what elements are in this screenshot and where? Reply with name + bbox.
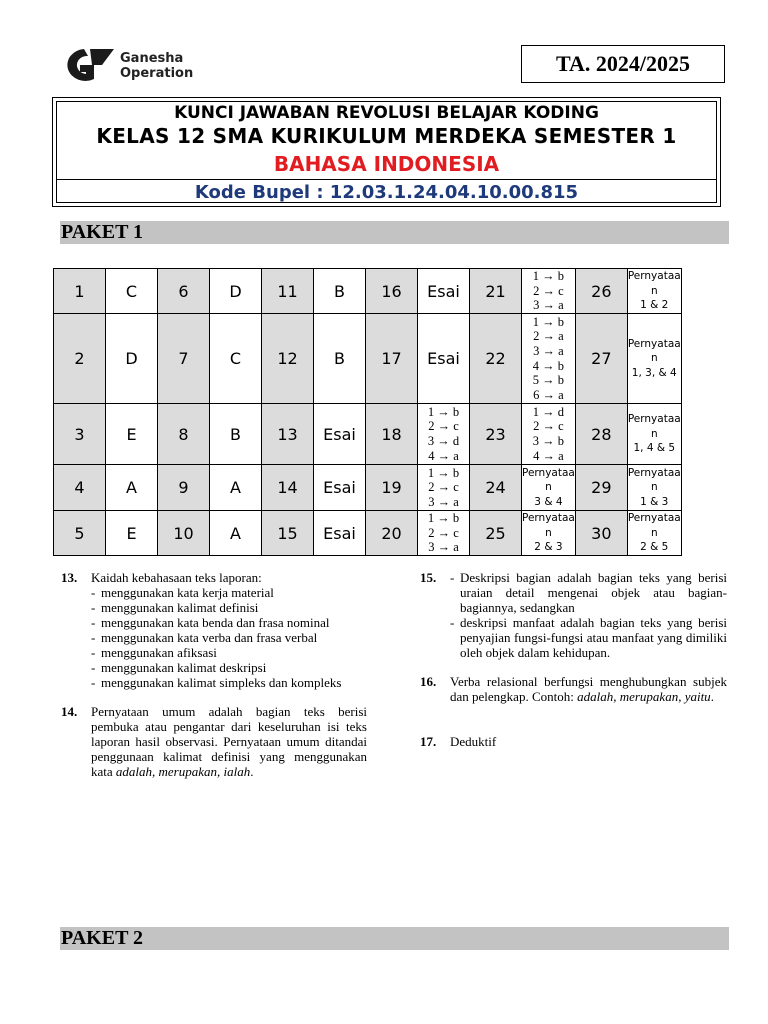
matching-line: 3 → d [427, 434, 460, 448]
matching-line: 1 → b [427, 404, 460, 419]
statement-line: n [650, 352, 658, 365]
statement-line: 1, 3, & 4 [631, 366, 677, 379]
list-item: - deskripsi manfaat adalah bagian teks yang berisi penyajian fungsi-fungsi atau manfaat yang dimiliki oleh objek dalam kehidupan. [450, 615, 727, 660]
matching-line: 1 → b [427, 511, 460, 526]
question-number: 27 [575, 314, 627, 404]
matching-line: 1 → b [427, 465, 460, 480]
essay-number: 13. [61, 570, 78, 585]
statement-line: Pernyataa [627, 413, 681, 426]
matching-line: 4 → a [533, 448, 564, 463]
list-item: - menggunakan kata benda dan frasa nominal [91, 615, 330, 630]
question-number: 3 [54, 404, 106, 465]
answer-cell: Esai [418, 269, 470, 314]
matching-line: 3 → a [533, 343, 564, 358]
matching-line: 2 → c [428, 525, 459, 540]
matching-line: 3 → a [428, 540, 459, 555]
essay-text: Deduktif [450, 734, 497, 749]
statement-line: Pernyataa [522, 466, 575, 479]
question-number: 15 [262, 511, 314, 556]
document-header [52, 97, 721, 207]
paket-1-heading: PAKET 1 [60, 221, 729, 244]
answer-cell: D [210, 269, 262, 314]
answer-cell: Esai [314, 404, 366, 465]
question-number: 16 [366, 269, 418, 314]
question-number: 30 [575, 511, 627, 556]
list-item: - menggunakan kalimat simpleks dan kompleks [91, 675, 342, 690]
matching-line: 1 → d [532, 404, 565, 419]
logo-line-2: Operation [120, 66, 194, 81]
answer-cell: D [106, 314, 158, 404]
answer-key-table [53, 268, 682, 556]
essay-text: Verba relasional berfungsi menghubungkan subjek dan pelengkap. Contoh: adalah, merupakan, yaitu. [450, 674, 727, 704]
statement-line: n [650, 481, 658, 494]
answer-cell: B [314, 314, 366, 404]
statement-line: n [650, 526, 658, 539]
essay-number: 16. [420, 674, 437, 689]
statement-line: Pernyataa [627, 512, 681, 525]
statement-line: n [545, 526, 552, 539]
statement-line: n [545, 481, 552, 494]
list-item: - menggunakan kata kerja material [91, 585, 274, 600]
essay-number: 14. [61, 704, 78, 719]
matching-line: 2 → c [428, 419, 459, 434]
essay-number: 15. [420, 570, 437, 585]
answer-cell: E [106, 404, 158, 465]
list-item: - menggunakan afiksasi [91, 645, 217, 660]
matching-answer-cell [522, 404, 576, 465]
question-number: 10 [158, 511, 210, 556]
question-number: 21 [470, 269, 522, 314]
question-number: 11 [262, 269, 314, 314]
matching-line: 2 → a [533, 329, 564, 344]
table-row [54, 511, 682, 556]
matching-line: 3 → b [532, 434, 565, 448]
header-kode-bupel: Kode Bupel : 12.03.1.24.04.10.00.815 [194, 182, 579, 203]
answer-cell: B [210, 404, 262, 465]
statement-line: 1 & 2 [640, 299, 669, 312]
question-number: 5 [54, 511, 106, 556]
question-number: 1 [54, 269, 106, 314]
matching-line: 2 → c [533, 419, 564, 434]
academic-year-box [521, 45, 725, 83]
statement-answer-cell [627, 465, 681, 511]
header-class: KELAS 12 SMA KURIKULUM MERDEKA SEMESTER 1 [96, 124, 677, 148]
statement-answer-cell [627, 269, 681, 314]
question-number: 25 [470, 511, 522, 556]
matching-line: 2 → c [428, 480, 459, 495]
header-inner-frame [56, 101, 717, 203]
logo-line-1: Ganesha [120, 51, 184, 66]
matching-answer-cell [522, 269, 576, 314]
question-number: 17 [366, 314, 418, 404]
matching-line: 2 → c [533, 283, 564, 298]
academic-year: TA. 2024/2025 [555, 51, 691, 76]
question-number: 29 [575, 465, 627, 511]
question-number: 13 [262, 404, 314, 465]
statement-line: n [650, 427, 658, 440]
question-number: 24 [470, 465, 522, 511]
essay-text: Pernyataan umum adalah bagian teks berisi pembuka atau pengantar dari keseluruhan isi teks laporan hasil observasi. Pernyataan umum ditandai penggunaan kalimat definisi yang menggunakan kata adalah, merupakan, ialah. [91, 704, 367, 779]
list-item: - menggunakan kalimat deskripsi [91, 660, 267, 675]
table-row [54, 404, 682, 465]
question-number: 18 [366, 404, 418, 465]
question-number: 19 [366, 465, 418, 511]
statement-line: 1 & 3 [640, 495, 669, 508]
answer-cell: B [314, 269, 366, 314]
statement-line: Pernyataa [627, 337, 681, 350]
answer-cell: C [106, 269, 158, 314]
question-number: 9 [158, 465, 210, 511]
list-item: - Deskripsi bagian adalah bagian teks yang berisi uraian detail mengenai objek atau bagian-bagiannya, sedangkan [450, 570, 727, 615]
question-number: 26 [575, 269, 627, 314]
answer-cell: C [210, 314, 262, 404]
question-number: 6 [158, 269, 210, 314]
paket-2-heading: PAKET 2 [60, 927, 729, 950]
header-title: KUNCI JAWABAN REVOLUSI BELAJAR KODING [174, 103, 599, 123]
table-row [54, 269, 682, 314]
statement-line: 1, 4 & 5 [633, 442, 676, 455]
matching-line: 3 → a [533, 298, 564, 313]
question-number: 12 [262, 314, 314, 404]
statement-line: 2 & 5 [640, 541, 669, 554]
statement-answer-cell [522, 511, 576, 556]
matching-line: 1 → b [532, 314, 565, 329]
matching-line: 6 → a [533, 387, 564, 402]
answer-cell: A [106, 465, 158, 511]
list-item: - menggunakan kalimat definisi [91, 600, 259, 615]
matching-line: 4 → a [428, 448, 459, 463]
matching-answer-cell [418, 404, 470, 465]
logo-g-icon [54, 45, 114, 85]
statement-line: Pernyataa [522, 512, 575, 525]
statement-line: n [650, 284, 658, 297]
matching-line: 5 → b [532, 373, 565, 388]
question-number: 2 [54, 314, 106, 404]
table-row [54, 314, 682, 404]
statement-line: Pernyataa [627, 466, 681, 479]
question-number: 23 [470, 404, 522, 465]
essay-intro: Kaidah kebahasaan teks laporan: [91, 570, 262, 585]
list-item: - menggunakan kata verba dan frasa verbal [91, 630, 318, 645]
matching-answer-cell [418, 465, 470, 511]
matching-line: 4 → b [532, 358, 565, 373]
header-divider [57, 179, 716, 180]
question-number: 28 [575, 404, 627, 465]
matching-line: 3 → a [428, 494, 459, 509]
answer-cell: Esai [418, 314, 470, 404]
answer-cell: A [210, 465, 262, 511]
answer-cell: Esai [314, 511, 366, 556]
answer-cell: A [210, 511, 262, 556]
statement-line: Pernyataa [627, 270, 681, 283]
statement-answer-cell [627, 511, 681, 556]
table-row [54, 465, 682, 511]
header-subject: BAHASA INDONESIA [273, 152, 500, 176]
matching-answer-cell [522, 314, 576, 404]
statement-answer-cell [627, 314, 681, 404]
statement-line: 3 & 4 [534, 495, 563, 508]
question-number: 4 [54, 465, 106, 511]
statement-answer-cell [627, 404, 681, 465]
statement-line: 2 & 3 [534, 541, 563, 554]
question-number: 14 [262, 465, 314, 511]
question-number: 22 [470, 314, 522, 404]
answer-cell: Esai [314, 465, 366, 511]
matching-answer-cell [418, 511, 470, 556]
ganesha-operation-logo [54, 45, 234, 89]
matching-line: 1 → b [532, 269, 565, 284]
answer-cell: E [106, 511, 158, 556]
essay-number: 17. [420, 734, 437, 749]
statement-answer-cell [522, 465, 576, 511]
question-number: 7 [158, 314, 210, 404]
question-number: 8 [158, 404, 210, 465]
question-number: 20 [366, 511, 418, 556]
